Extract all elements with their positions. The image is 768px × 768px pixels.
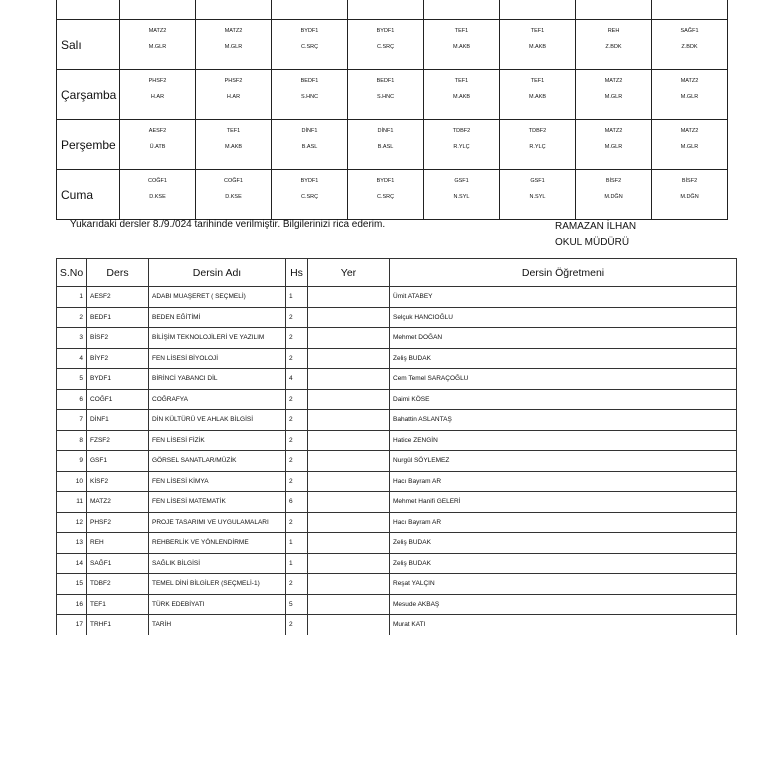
schedule-slot xyxy=(120,70,196,120)
course-location xyxy=(308,369,390,390)
slot-course-code: TEF1 xyxy=(530,78,545,84)
schedule-slot xyxy=(500,70,576,120)
slot-teacher: M.AKB xyxy=(452,94,471,100)
slot-teacher: M.GLR xyxy=(604,144,623,150)
course-hours: 2 xyxy=(286,430,308,451)
slot-teacher: M.GLR xyxy=(148,44,167,50)
schedule-slot xyxy=(500,120,576,170)
course-list-header xyxy=(57,259,737,287)
course-hours: 4 xyxy=(286,369,308,390)
course-hours: 5 xyxy=(286,594,308,615)
schedule-slot xyxy=(424,170,500,220)
course-hours: 2 xyxy=(286,389,308,410)
schedule-note: Yukarıdaki dersler 8./9./024 tarihinde verilmiştir. Bilgilerinizi rica ederim. xyxy=(70,219,386,230)
slot-teacher: R.YLÇ xyxy=(453,144,470,150)
course-name: DİN KÜLTÜRÜ VE AHLAK BİLGİSİ xyxy=(149,410,286,431)
slot-teacher: B.ASL xyxy=(377,144,394,150)
schedule-day: Çarşamba xyxy=(57,70,120,120)
schedule-slot xyxy=(652,120,728,170)
course-teacher: Bahattin ASLANTAŞ xyxy=(390,410,737,431)
slot-course-code: MATZ2 xyxy=(680,128,699,134)
schedule-slot xyxy=(120,120,196,170)
schedule-slot xyxy=(500,20,576,70)
course-code: BİSF2 xyxy=(87,328,149,349)
schedule-slot xyxy=(652,70,728,120)
slot-teacher: C.SRÇ xyxy=(300,194,319,200)
course-location xyxy=(308,615,390,635)
course-code: DİNF1 xyxy=(87,410,149,431)
course-hours: 2 xyxy=(286,307,308,328)
course-name: BİLİŞİM TEKNOLOJİLERİ VE YAZILIM xyxy=(149,328,286,349)
course-number: 4 xyxy=(57,348,87,369)
course-teacher: Ümit ATABEY xyxy=(390,287,737,308)
course-number: 17 xyxy=(57,615,87,635)
course-teacher: Reşat YALÇIN xyxy=(390,574,737,595)
course-row xyxy=(57,287,737,308)
course-code: PHSF2 xyxy=(87,512,149,533)
slot-teacher: M.AKB xyxy=(224,144,243,150)
course-number: 1 xyxy=(57,287,87,308)
course-code: MATZ2 xyxy=(87,492,149,513)
slot-course-code: BYDF1 xyxy=(376,28,395,34)
slot-course-code: COĞF1 xyxy=(148,178,167,184)
slot-teacher: C.SRÇ xyxy=(376,194,395,200)
slot-course-code: MATZ2 xyxy=(680,78,699,84)
schedule-slot xyxy=(424,120,500,170)
schedule-row xyxy=(57,70,728,120)
course-name: ADABI MUAŞERET ( SEÇMELİ) xyxy=(149,287,286,308)
slot-course-code: COĞF1 xyxy=(224,178,243,184)
course-location xyxy=(308,348,390,369)
slot-course-code: BYDF1 xyxy=(300,28,319,34)
course-number: 6 xyxy=(57,389,87,410)
course-code: BYDF1 xyxy=(87,369,149,390)
course-name: BEDEN EĞİTİMİ xyxy=(149,307,286,328)
principal-signature xyxy=(555,219,636,251)
course-teacher: Mehmet Hanifi GELERİ xyxy=(390,492,737,513)
course-code: TDBF2 xyxy=(87,574,149,595)
slot-teacher: M.GLR xyxy=(604,94,623,100)
course-number: 13 xyxy=(57,533,87,554)
course-location xyxy=(308,307,390,328)
course-location xyxy=(308,471,390,492)
course-name: FEN LİSESİ BİYOLOJİ xyxy=(149,348,286,369)
course-code: TEF1 xyxy=(87,594,149,615)
course-teacher: Hacı Bayram AR xyxy=(390,471,737,492)
course-code: REH xyxy=(87,533,149,554)
schedule-slot xyxy=(348,170,424,220)
slot-teacher: Z.BDK xyxy=(681,44,698,50)
course-code: GSF1 xyxy=(87,451,149,472)
course-teacher: Nurgül SÖYLEMEZ xyxy=(390,451,737,472)
course-location xyxy=(308,533,390,554)
slot-teacher: N.SYL xyxy=(529,194,546,200)
schedule-day: Cuma xyxy=(57,170,120,220)
header-hs: Hs xyxy=(286,259,308,287)
course-location xyxy=(308,451,390,472)
course-number: 10 xyxy=(57,471,87,492)
course-hours: 6 xyxy=(286,492,308,513)
slot-course-code: TEF1 xyxy=(454,28,469,34)
schedule-day: Perşembe xyxy=(57,120,120,170)
course-name: FEN LİSESİ KİMYA xyxy=(149,471,286,492)
course-teacher: Zeliş BUDAK xyxy=(390,533,737,554)
course-hours: 2 xyxy=(286,615,308,635)
course-teacher: Zeliş BUDAK xyxy=(390,348,737,369)
course-row xyxy=(57,615,737,635)
course-row xyxy=(57,512,737,533)
slot-course-code: DİNF1 xyxy=(377,128,394,134)
course-teacher: Cem Temel SARAÇOĞLU xyxy=(390,369,737,390)
slot-course-code: TEF1 xyxy=(530,28,545,34)
course-name: TEMEL DİNİ BİLGİLER (SEÇMELİ-1) xyxy=(149,574,286,595)
schedule-slot xyxy=(424,70,500,120)
slot-teacher: N.SYL xyxy=(453,194,470,200)
schedule-slot xyxy=(348,120,424,170)
schedule-slot xyxy=(576,120,652,170)
course-row xyxy=(57,389,737,410)
course-hours: 2 xyxy=(286,451,308,472)
course-code: SAĞF1 xyxy=(87,553,149,574)
slot-teacher: M.AKB xyxy=(528,94,547,100)
course-row xyxy=(57,533,737,554)
slot-course-code: AESF2 xyxy=(148,128,167,134)
slot-course-code: SAĞF1 xyxy=(680,28,699,34)
schedule-slot xyxy=(576,70,652,120)
course-teacher: Selçuk HANCIOĞLU xyxy=(390,307,737,328)
course-teacher: Mesude AKBAŞ xyxy=(390,594,737,615)
slot-teacher: M.DĞN xyxy=(604,194,623,200)
slot-course-code: TDBF2 xyxy=(528,128,547,134)
slot-course-code: MATZ2 xyxy=(604,128,623,134)
slot-teacher: Z.BDK xyxy=(605,44,622,50)
slot-teacher: Ü.ATB xyxy=(149,144,166,150)
schedule-day: Salı xyxy=(57,20,120,70)
schedule-slot xyxy=(272,170,348,220)
course-name: SAĞLIK BİLGİSİ xyxy=(149,553,286,574)
slot-course-code: GSF1 xyxy=(530,178,545,184)
course-row xyxy=(57,471,737,492)
course-row xyxy=(57,328,737,349)
header-yer: Yer xyxy=(308,259,390,287)
course-teacher: Hacı Bayram AR xyxy=(390,512,737,533)
slot-course-code: BEDF1 xyxy=(300,78,319,84)
course-number: 11 xyxy=(57,492,87,513)
schedule-row xyxy=(57,170,728,220)
schedule-slot xyxy=(120,170,196,220)
course-row xyxy=(57,410,737,431)
slot-teacher: S.HNC xyxy=(300,94,319,100)
schedule-row xyxy=(57,20,728,70)
course-row xyxy=(57,492,737,513)
slot-course-code: MATZ2 xyxy=(224,28,243,34)
slot-teacher: M.GLR xyxy=(680,144,699,150)
course-name: COĞRAFYA xyxy=(149,389,286,410)
course-location xyxy=(308,389,390,410)
course-hours: 1 xyxy=(286,287,308,308)
course-name: FEN LİSESİ FİZİK xyxy=(149,430,286,451)
slot-teacher: C.SRÇ xyxy=(376,44,395,50)
header-sno: S.No xyxy=(57,259,87,287)
course-hours: 2 xyxy=(286,574,308,595)
principal-name: RAMAZAN İLHAN xyxy=(555,221,637,232)
course-teacher: Zeliş BUDAK xyxy=(390,553,737,574)
course-row xyxy=(57,348,737,369)
course-code: TRHF1 xyxy=(87,615,149,635)
course-name: BİRİNCİ YABANCI DİL xyxy=(149,369,286,390)
course-row xyxy=(57,574,737,595)
slot-teacher: H.AR xyxy=(226,94,241,100)
course-number: 5 xyxy=(57,369,87,390)
slot-course-code: REH xyxy=(607,28,620,34)
course-row xyxy=(57,369,737,390)
schedule-slot xyxy=(652,170,728,220)
course-location xyxy=(308,574,390,595)
schedule-row xyxy=(57,120,728,170)
course-number: 7 xyxy=(57,410,87,431)
course-code: KİSF2 xyxy=(87,471,149,492)
schedule-slot xyxy=(196,20,272,70)
slot-course-code: BYDF1 xyxy=(300,178,319,184)
course-location xyxy=(308,553,390,574)
slot-teacher: C.SRÇ xyxy=(300,44,319,50)
course-hours: 1 xyxy=(286,553,308,574)
slot-course-code: TEF1 xyxy=(226,128,241,134)
slot-course-code: PHSF2 xyxy=(148,78,167,84)
slot-course-code: TDBF2 xyxy=(452,128,471,134)
course-row xyxy=(57,430,737,451)
course-code: COĞF1 xyxy=(87,389,149,410)
header-dersin-adi: Dersin Adı xyxy=(149,259,286,287)
principal-title: OKUL MÜDÜRÜ xyxy=(555,237,630,248)
schedule-slot xyxy=(272,120,348,170)
schedule-slot xyxy=(196,170,272,220)
course-number: 8 xyxy=(57,430,87,451)
course-number: 16 xyxy=(57,594,87,615)
course-row xyxy=(57,307,737,328)
course-hours: 2 xyxy=(286,348,308,369)
course-row xyxy=(57,594,737,615)
course-hours: 2 xyxy=(286,410,308,431)
schedule-slot xyxy=(576,170,652,220)
header-ders: Ders xyxy=(87,259,149,287)
slot-teacher: H.AR xyxy=(150,94,165,100)
course-number: 2 xyxy=(57,307,87,328)
slot-teacher: M.DĞN xyxy=(680,194,699,200)
schedule-slot xyxy=(500,170,576,220)
course-number: 14 xyxy=(57,553,87,574)
course-code: BEDF1 xyxy=(87,307,149,328)
course-teacher: Mehmet DOĞAN xyxy=(390,328,737,349)
course-name: FEN LİSESİ MATEMATİK xyxy=(149,492,286,513)
course-name: PROJE TASARIMI VE UYGULAMALARI xyxy=(149,512,286,533)
slot-teacher: R.YLÇ xyxy=(529,144,546,150)
slot-teacher: M.GLR xyxy=(224,44,243,50)
slot-course-code: DİNF1 xyxy=(301,128,318,134)
slot-course-code: GSF1 xyxy=(454,178,469,184)
course-number: 3 xyxy=(57,328,87,349)
schedule-slot xyxy=(272,20,348,70)
course-number: 12 xyxy=(57,512,87,533)
slot-course-code: BİSF2 xyxy=(681,178,698,184)
course-location xyxy=(308,594,390,615)
slot-teacher: D.KSE xyxy=(149,194,166,200)
course-name: TÜRK EDEBİYATI xyxy=(149,594,286,615)
course-hours: 2 xyxy=(286,471,308,492)
slot-teacher: D.KSE xyxy=(225,194,242,200)
course-name: TARİH xyxy=(149,615,286,635)
slot-teacher: M.AKB xyxy=(528,44,547,50)
slot-course-code: TEF1 xyxy=(454,78,469,84)
schedule-header-row xyxy=(57,0,728,20)
slot-course-code: MATZ2 xyxy=(604,78,623,84)
schedule-slot xyxy=(196,120,272,170)
course-teacher: Murat KATI xyxy=(390,615,737,635)
course-code: FZSF2 xyxy=(87,430,149,451)
slot-course-code: MATZ2 xyxy=(148,28,167,34)
slot-teacher: M.AKB xyxy=(452,44,471,50)
course-row xyxy=(57,553,737,574)
course-teacher: Hatice ZENGİN xyxy=(390,430,737,451)
schedule-slot xyxy=(576,20,652,70)
course-list-table xyxy=(56,258,737,635)
course-location xyxy=(308,287,390,308)
course-location xyxy=(308,492,390,513)
slot-teacher: S.HNC xyxy=(376,94,395,100)
course-number: 15 xyxy=(57,574,87,595)
schedule-slot xyxy=(424,20,500,70)
course-code: BİYF2 xyxy=(87,348,149,369)
schedule-slot xyxy=(652,20,728,70)
course-hours: 1 xyxy=(286,533,308,554)
course-row xyxy=(57,451,737,472)
schedule-slot xyxy=(272,70,348,120)
course-location xyxy=(308,410,390,431)
course-location xyxy=(308,512,390,533)
schedule-slot xyxy=(348,70,424,120)
course-name: GÖRSEL SANATLAR/MÜZİK xyxy=(149,451,286,472)
slot-course-code: BYDF1 xyxy=(376,178,395,184)
course-hours: 2 xyxy=(286,512,308,533)
schedule-slot xyxy=(196,70,272,120)
slot-teacher: M.GLR xyxy=(680,94,699,100)
course-location xyxy=(308,328,390,349)
weekly-schedule-table xyxy=(56,0,728,220)
course-hours: 2 xyxy=(286,328,308,349)
slot-teacher: B.ASL xyxy=(301,144,318,150)
course-name: REHBERLİK VE YÖNLENDİRME xyxy=(149,533,286,554)
header-ogretmen: Dersin Öğretmeni xyxy=(390,259,737,287)
slot-course-code: PHSF2 xyxy=(224,78,243,84)
course-number: 9 xyxy=(57,451,87,472)
schedule-slot xyxy=(348,20,424,70)
course-location xyxy=(308,430,390,451)
slot-course-code: BEDF1 xyxy=(376,78,395,84)
course-code: AESF2 xyxy=(87,287,149,308)
slot-course-code: BİSF2 xyxy=(605,178,622,184)
schedule-slot xyxy=(120,20,196,70)
course-teacher: Daimi KÖSE xyxy=(390,389,737,410)
